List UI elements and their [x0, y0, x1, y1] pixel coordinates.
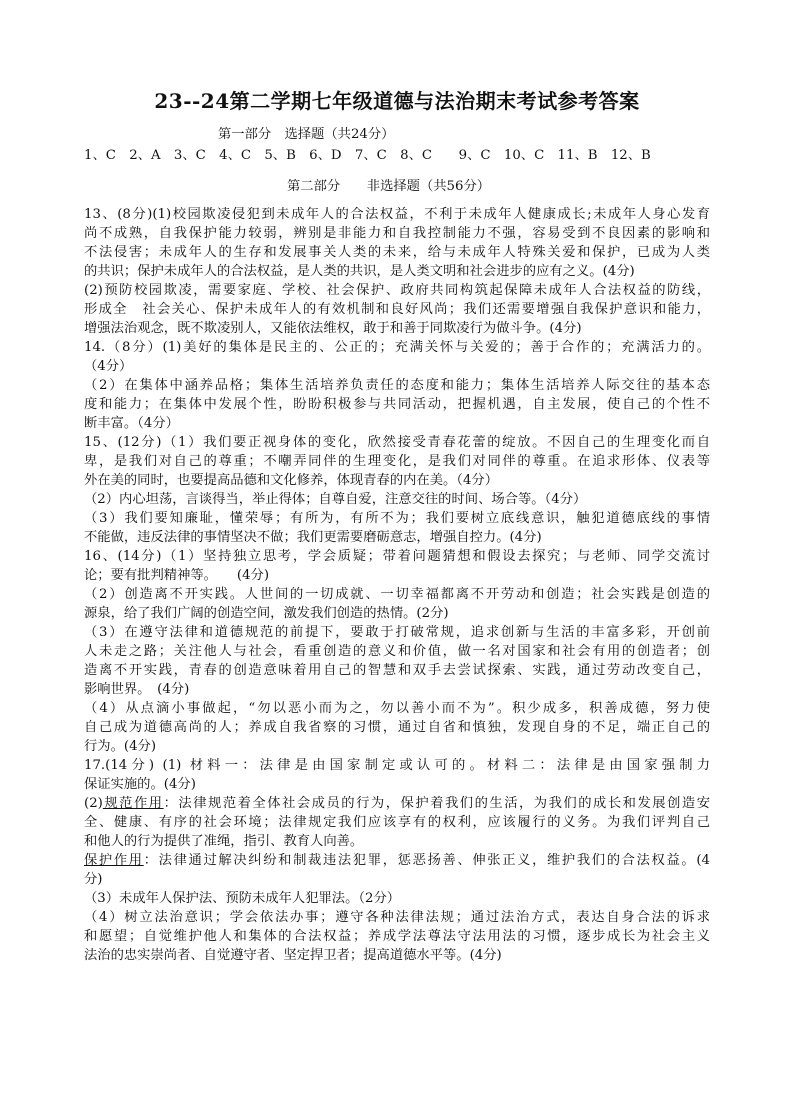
answer-line: （3）在遵守法律和道德规范的前提下，要敢于打破常规，追求创新与生活的丰富多彩，开创前	[84, 625, 710, 640]
part2-heading: 第二部分 非选择题（共56分）	[287, 179, 491, 194]
answer-line: （3）未成年人保护法、预防未成年人犯罪法。（2分）	[84, 891, 401, 906]
answer-line: 16、(14分)（1）坚持独立思考，学会质疑；带着问题猜想和假设去探究；与老师、同学交流讨	[84, 549, 710, 564]
page-title: 23--24第二学期七年级道德与法治期末考试参考答案	[154, 89, 640, 113]
answer-line: 15、(12分)（1）我们要正视身体的变化，欣然接受青春花蕾的绽放。不因自己的生理变化而自	[84, 435, 710, 450]
answer-line: （2）创造离不开实践。人世间的一切成就、一切幸福都离不开劳动和创造；社会实践是创造的	[84, 587, 710, 602]
answer-line: （2）在集体中涵养品格；集体生活培养负责任的态度和能力；集体生活培养人际交往的基本态	[84, 378, 710, 393]
part1-heading: 第一部分 选择题（共24分）	[218, 127, 395, 142]
answer-line: 外在美的同时，也要提高品德和文化修养，体现青春的内在美。（4分）	[84, 473, 499, 488]
answer-line: 人未走之路；关注他人与社会，看重创造的意义和价值，做一名对国家和社会有用的创造者；创	[84, 644, 710, 659]
answer-line: 卑，是我们对自己的尊重；不嘲弄同伴的生理变化，是我们对同伴的尊重。在追求形体、仪表等	[84, 454, 710, 469]
answer-line: （2）内心坦荡，言谈得当，举止得体；自尊自爱，注意交往的时间、场合等。（4分）	[84, 492, 587, 507]
answer-line: （3）我们要知廉耻，懂荣辱；有所为，有所不为；我们要树立底线意识，触犯道德底线的事情	[84, 511, 710, 526]
answer-line: （4）从点滴小事做起，“勿以恶小而为之，勿以善小而不为”。积少成多，积善成德，努力使	[84, 701, 710, 716]
answer-line: 14.（8分）(1)美好的集体是民主的、公正的；充满关怀与关爱的；善于合作的；充满活力的。	[84, 340, 710, 355]
answer-line: 13、(8分)(1)校园欺凌侵犯到未成年人的合法权益，不利于未成年人健康成长;未成年人身心发育	[84, 207, 710, 222]
answer-line: 和他人的行为提供了准绳，指引、教育人向善。	[84, 834, 364, 849]
answer-line: 保证实施的。(4分)	[84, 777, 196, 792]
answer-line: 论；要有批判精神等。 (4分)	[84, 568, 270, 583]
answer-line: 增强法治观念，既不欺凌别人，又能依法维权，敢于和善于同欺凌行为做斗争。(4分)	[84, 321, 582, 336]
answer-line: 影响世界。 (4分)	[84, 682, 190, 697]
answer-line: （4）树立法治意识；学会依法办事；遵守各种法律法规；通过法治方式，表达自身合法的诉求	[84, 910, 710, 925]
answer-line: (2)预防校园欺凌，需要家庭、学校、社会保护、政府共同构筑起保障未成年人合法权益的防线，	[84, 283, 710, 298]
answer-line: 不能做，违反法律的事情坚决不做；我们更需要磨砺意志，增强自控力。(4分)	[84, 530, 542, 545]
answer-line: 法治的忠实崇尚者、自觉遵守者、坚定捍卫者；提高道德水平等。(4分)	[84, 948, 502, 963]
answer-line: （4分）	[84, 359, 133, 374]
answer-line: 形成全 社会关心、保护未成年人的有效机制和良好风尚；我们还需要增强自我保护意识和能力，	[84, 302, 710, 317]
answer-line: 造离不开实践，青春的创造意味着用自己的智慧和双手去尝试探索、实践，通过劳动改变自己，	[84, 663, 710, 678]
answer-line: 度和能力；在集体中发展个性，盼盼积极参与共同活动，把握机遇，自主发展，使自己的个性不	[84, 397, 710, 412]
answer-line: 保护作用：法律通过解决纠纷和制裁违法犯罪，惩恶扬善、伸张正义，维护我们的合法权益。(4	[84, 853, 710, 868]
answer-line: 和愿望；自觉维护他人和集体的合法权益；养成学法尊法守法用法的习惯，逐步成长为社会主义	[84, 929, 710, 944]
answer-line: 的共识；保护未成年人的合法权益，是人类的共识，是人类文明和社会进步的应有之义。(4分)	[84, 264, 635, 279]
answer-line: 全、健康、有序的社会环境；法律规定我们应该享有的权利，应该履行的义务。为我们评判自己	[84, 815, 710, 830]
answer-line: 不法侵害；未成年人的生存和发展事关人类的未来，给与未成年人特殊关爱和保护，已成为人类	[84, 245, 710, 260]
answer-line: 源泉，给了我们广阔的创造空间，激发我们创造的热情。(2分)	[84, 606, 449, 621]
answer-line: (2)规范作用：法律规范着全体社会成员的行为，保护着我们的生活，为我们的成长和发展创造安	[84, 796, 710, 811]
answer-line: 断丰富。（4分）	[84, 416, 179, 431]
answer-line: 行为。(4分)	[84, 739, 157, 754]
answer-line: 分)	[84, 872, 103, 887]
multiple-choice-answers: 1、C 2、A 3、C 4、C 5、B 6、D 7、C 8、C 9、C 10、C 11、B 12、B	[84, 148, 651, 163]
answer-line: 尚不成熟，自我保护能力较弱，辨别是非能力和自我控制能力不强，容易受到不良因素的影响和	[84, 226, 710, 241]
answer-line: 自己成为道德高尚的人；养成自我省察的习惯，通过自省和慎独，发现自身的不足，端正自己的	[84, 720, 710, 735]
answer-line: 17.(14分) (1) 材料一：法律是由国家制定或认可的。材料二：法律是由国家强制力	[84, 758, 710, 773]
